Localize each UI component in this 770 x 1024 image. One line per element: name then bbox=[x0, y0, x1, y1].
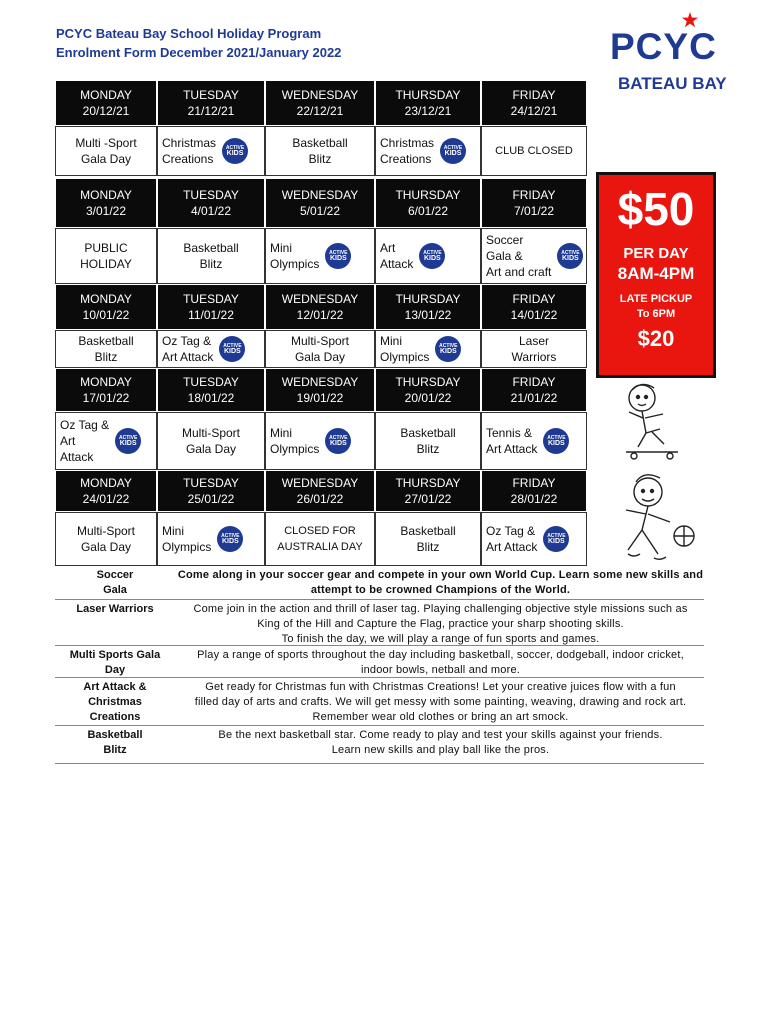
day-name: THURSDAY bbox=[395, 188, 461, 202]
activity-name: Basketball Blitz bbox=[78, 334, 134, 364]
activity-cell bbox=[157, 228, 265, 284]
activity-name: Multi-Sport Gala Day bbox=[76, 524, 135, 554]
day-date: 20/12/21 bbox=[82, 104, 130, 118]
badge-line1: ACTIVE bbox=[225, 145, 245, 151]
active-kids-badge-icon bbox=[435, 336, 461, 362]
activity-name: Basketball Blitz bbox=[292, 136, 348, 166]
day-header-monday bbox=[55, 178, 157, 228]
badge-line1: ACTIVE bbox=[561, 250, 580, 256]
description-text: Play a range of sports throughout the day including basketball, soccer, dodgeball, indoor cricket, indoor bowls, netball and more. bbox=[197, 649, 684, 676]
day-name: TUESDAY bbox=[183, 375, 239, 389]
activity-name: Oz Tag & Art Attack bbox=[162, 334, 214, 364]
active-kids-badge-icon bbox=[222, 138, 248, 164]
activity-cell bbox=[265, 126, 375, 176]
badge-line2: KIDS bbox=[547, 440, 565, 447]
activity-cell bbox=[481, 330, 587, 368]
activity-name: Multi-Sport Gala Day bbox=[290, 334, 349, 364]
badge-line2: KIDS bbox=[562, 255, 579, 262]
badge-line2: KIDS bbox=[329, 440, 347, 447]
day-name: WEDNESDAY bbox=[281, 292, 359, 306]
activity-name: CLOSED FOR AUSTRALIA DAY bbox=[277, 525, 363, 553]
activity-cell bbox=[481, 412, 587, 470]
badge-line1: ACTIVE bbox=[118, 435, 138, 441]
day-name: TUESDAY bbox=[183, 188, 239, 202]
day-date: 18/01/22 bbox=[187, 391, 235, 405]
day-header-monday bbox=[55, 470, 157, 512]
day-name: MONDAY bbox=[80, 375, 132, 389]
day-header-tuesday bbox=[157, 368, 265, 412]
day-name: FRIDAY bbox=[512, 188, 556, 202]
activity-cell bbox=[157, 412, 265, 470]
active-kids-badge-icon bbox=[557, 243, 583, 269]
day-date: 24/01/22 bbox=[82, 492, 130, 506]
skateboard-kid-illustration bbox=[612, 380, 692, 468]
day-date: 24/12/21 bbox=[510, 104, 558, 118]
day-header-thursday bbox=[375, 368, 481, 412]
day-name: WEDNESDAY bbox=[281, 88, 359, 102]
badge-line1: ACTIVE bbox=[443, 145, 463, 151]
day-date: 23/12/21 bbox=[404, 104, 452, 118]
day-date: 7/01/22 bbox=[513, 204, 555, 218]
day-date: 14/01/22 bbox=[510, 308, 558, 322]
day-date: 21/01/22 bbox=[510, 391, 558, 405]
activity-name: Christmas Creations bbox=[162, 136, 217, 166]
day-header-wednesday bbox=[265, 178, 375, 228]
logo-location: BATEAU BAY bbox=[618, 74, 727, 93]
activity-name: Basketball Blitz bbox=[400, 524, 456, 554]
activity-name: Laser Warriors bbox=[511, 334, 557, 364]
description-row bbox=[55, 646, 704, 678]
day-name: FRIDAY bbox=[512, 375, 556, 389]
day-name: FRIDAY bbox=[512, 292, 556, 306]
activity-cell bbox=[481, 126, 587, 176]
active-kids-badge-icon bbox=[217, 526, 243, 552]
activity-name: Oz Tag & Art Attack bbox=[486, 524, 538, 554]
activity-name: Mini Olympics bbox=[270, 241, 320, 271]
badge-line2: KIDS bbox=[444, 150, 462, 157]
active-kids-badge-icon bbox=[325, 243, 351, 269]
active-kids-badge-icon bbox=[325, 428, 351, 454]
day-date: 26/01/22 bbox=[296, 492, 344, 506]
activity-cell bbox=[265, 330, 375, 368]
description-row bbox=[55, 600, 704, 646]
price-panel bbox=[596, 172, 716, 378]
activity-cell bbox=[55, 228, 157, 284]
active-kids-badge-icon bbox=[543, 428, 569, 454]
late-pickup-label bbox=[599, 292, 713, 322]
activity-name: PUBLIC HOLIDAY bbox=[80, 241, 132, 271]
day-date: 22/12/21 bbox=[296, 104, 344, 118]
day-header-thursday bbox=[375, 470, 481, 512]
badge-line1: ACTIVE bbox=[221, 533, 240, 539]
late-pickup-price: $20 bbox=[637, 326, 675, 351]
enrolment-subtitle: Enrolment Form December 2021/January 2022 bbox=[56, 45, 342, 60]
activity-cell bbox=[375, 512, 481, 566]
description-text: Come along in your soccer gear and compete in your own World Cup. Learn some new skills and attempt to be crowned Champions of the World. bbox=[177, 569, 704, 596]
badge-line2: KIDS bbox=[439, 348, 457, 355]
day-date: 17/01/22 bbox=[82, 391, 130, 405]
day-name: TUESDAY bbox=[183, 476, 239, 490]
description-activity-name: Art Attack & Christmas Creations bbox=[83, 681, 147, 723]
activity-cell bbox=[157, 512, 265, 566]
day-header-tuesday bbox=[157, 284, 265, 330]
day-date: 3/01/22 bbox=[85, 204, 127, 218]
day-name: FRIDAY bbox=[512, 476, 556, 490]
day-date: 4/01/22 bbox=[190, 204, 232, 218]
badge-line2: KIDS bbox=[226, 150, 244, 157]
day-header-wednesday bbox=[265, 368, 375, 412]
activity-cell bbox=[157, 126, 265, 176]
badge-line2: KIDS bbox=[221, 538, 239, 545]
day-name: THURSDAY bbox=[395, 375, 461, 389]
badge-line1: ACTIVE bbox=[329, 250, 348, 256]
day-header-tuesday bbox=[157, 178, 265, 228]
activity-name: Multi -Sport Gala Day bbox=[75, 136, 137, 166]
day-name: MONDAY bbox=[80, 188, 132, 202]
day-date: 12/01/22 bbox=[296, 308, 344, 322]
badge-line2: KIDS bbox=[223, 348, 241, 355]
day-header-thursday bbox=[375, 178, 481, 228]
activity-cell bbox=[481, 512, 587, 566]
program-title: PCYC Bateau Bay School Holiday Program bbox=[56, 26, 322, 41]
activity-cell bbox=[55, 512, 157, 566]
day-name: MONDAY bbox=[80, 88, 132, 102]
active-kids-badge-icon bbox=[440, 138, 466, 164]
day-date: 10/01/22 bbox=[82, 308, 130, 322]
description-text: Come join in the action and thrill of laser tag. Playing challenging objective style missions such as King of the Hill and Capture the Flag, practice your sharp shooting skills. To finish the day, we will play a range of fun sports and games. bbox=[193, 603, 688, 645]
per-day-label: PER DAY bbox=[623, 245, 689, 262]
activity-name: Tennis & Art Attack bbox=[486, 426, 538, 456]
description-text: Be the next basketball star. Come ready to play and test your skills against your friends. Learn new skills and play ball like the pros. bbox=[218, 729, 663, 756]
active-kids-badge-icon bbox=[419, 243, 445, 269]
day-price: $50 bbox=[617, 183, 695, 235]
activity-cell bbox=[375, 412, 481, 470]
day-header-wednesday bbox=[265, 470, 375, 512]
activity-name: Mini Olympics bbox=[270, 426, 320, 456]
day-header-wednesday bbox=[265, 80, 375, 126]
day-date: 25/01/22 bbox=[187, 492, 235, 506]
day-name: THURSDAY bbox=[395, 88, 461, 102]
logo-brand: PCYC bbox=[610, 26, 717, 67]
day-header-friday bbox=[481, 284, 587, 330]
activity-cell bbox=[265, 412, 375, 470]
day-date: 21/12/21 bbox=[187, 104, 235, 118]
day-name: TUESDAY bbox=[183, 88, 239, 102]
activity-name: Oz Tag & Art Attack bbox=[60, 418, 110, 464]
activity-name: Art Attack bbox=[380, 241, 414, 271]
description-row bbox=[55, 678, 704, 726]
description-row bbox=[55, 566, 704, 600]
day-date: 19/01/22 bbox=[296, 391, 344, 405]
active-kids-badge-icon bbox=[543, 526, 569, 552]
activity-cell bbox=[55, 412, 157, 470]
description-activity-name: Soccer Gala bbox=[96, 569, 134, 596]
activity-cell bbox=[481, 228, 587, 284]
activity-name: Multi-Sport Gala Day bbox=[181, 426, 240, 456]
day-header-monday bbox=[55, 368, 157, 412]
day-header-friday bbox=[481, 178, 587, 228]
badge-line2: KIDS bbox=[547, 538, 565, 545]
description-activity-name: Multi Sports Gala Day bbox=[69, 649, 161, 676]
day-header-tuesday bbox=[157, 80, 265, 126]
badge-line1: ACTIVE bbox=[439, 343, 458, 349]
day-date: 5/01/22 bbox=[299, 204, 341, 218]
activity-cell bbox=[375, 126, 481, 176]
day-header-thursday bbox=[375, 284, 481, 330]
activity-name: Basketball Blitz bbox=[183, 241, 239, 271]
day-date: 6/01/22 bbox=[407, 204, 449, 218]
badge-line2: KIDS bbox=[119, 440, 137, 447]
day-date: 20/01/22 bbox=[404, 391, 452, 405]
description-row bbox=[55, 726, 704, 764]
day-name: MONDAY bbox=[80, 292, 132, 306]
late-pickup-line1: LATE PICKUP bbox=[619, 293, 693, 305]
day-header-thursday bbox=[375, 80, 481, 126]
day-date: 13/01/22 bbox=[404, 308, 452, 322]
description-activity-name: Basketball Blitz bbox=[87, 729, 143, 756]
activity-name: Mini Olympics bbox=[380, 334, 430, 364]
activity-name: Christmas Creations bbox=[380, 136, 435, 166]
badge-line2: KIDS bbox=[423, 255, 441, 262]
day-name: WEDNESDAY bbox=[281, 375, 359, 389]
activity-name: Basketball Blitz bbox=[400, 426, 456, 456]
description-text: Get ready for Christmas fun with Christmas Creations! Let your creative juices flow with a fun filled day of arts and crafts. We will get messy with some painting, weaving, drawing and rock art. Remember wear old clothes or bring an art smock. bbox=[194, 681, 687, 723]
day-name: WEDNESDAY bbox=[281, 188, 359, 202]
pcyc-logo bbox=[608, 10, 738, 95]
day-date: 27/01/22 bbox=[404, 492, 452, 506]
badge-line2: KIDS bbox=[329, 255, 347, 262]
activity-cell bbox=[55, 126, 157, 176]
active-kids-badge-icon bbox=[219, 336, 245, 362]
activity-name: Soccer Gala & Art and craft bbox=[486, 233, 552, 279]
badge-line1: ACTIVE bbox=[423, 250, 442, 256]
day-header-wednesday bbox=[265, 284, 375, 330]
day-header-friday bbox=[481, 470, 587, 512]
day-header-monday bbox=[55, 284, 157, 330]
badge-line1: ACTIVE bbox=[547, 533, 566, 539]
program-hours: 8AM-4PM bbox=[617, 264, 695, 283]
description-activity-name: Laser Warriors bbox=[76, 603, 154, 615]
activity-cell bbox=[375, 228, 481, 284]
day-header-friday bbox=[481, 80, 587, 126]
activity-name: Mini Olympics bbox=[162, 524, 212, 554]
activity-cell bbox=[55, 330, 157, 368]
day-name: WEDNESDAY bbox=[281, 476, 359, 490]
day-header-monday bbox=[55, 80, 157, 126]
badge-line1: ACTIVE bbox=[223, 343, 242, 349]
badge-line1: ACTIVE bbox=[547, 435, 566, 441]
activity-cell bbox=[265, 228, 375, 284]
day-name: THURSDAY bbox=[395, 292, 461, 306]
active-kids-badge-icon bbox=[115, 428, 141, 454]
schedule-grid bbox=[55, 80, 587, 566]
late-pickup-line2: To 6PM bbox=[636, 308, 676, 320]
activity-name: CLUB CLOSED bbox=[495, 145, 573, 157]
activity-cell bbox=[265, 512, 375, 566]
day-name: TUESDAY bbox=[183, 292, 239, 306]
day-name: FRIDAY bbox=[512, 88, 556, 102]
day-name: THURSDAY bbox=[395, 476, 461, 490]
day-header-friday bbox=[481, 368, 587, 412]
activity-cell bbox=[375, 330, 481, 368]
activity-cell bbox=[157, 330, 265, 368]
basketball-kid-illustration bbox=[612, 470, 702, 565]
day-date: 11/01/22 bbox=[188, 308, 234, 322]
badge-line1: ACTIVE bbox=[329, 435, 348, 441]
day-header-tuesday bbox=[157, 470, 265, 512]
day-name: MONDAY bbox=[80, 476, 132, 490]
day-date: 28/01/22 bbox=[510, 492, 558, 506]
